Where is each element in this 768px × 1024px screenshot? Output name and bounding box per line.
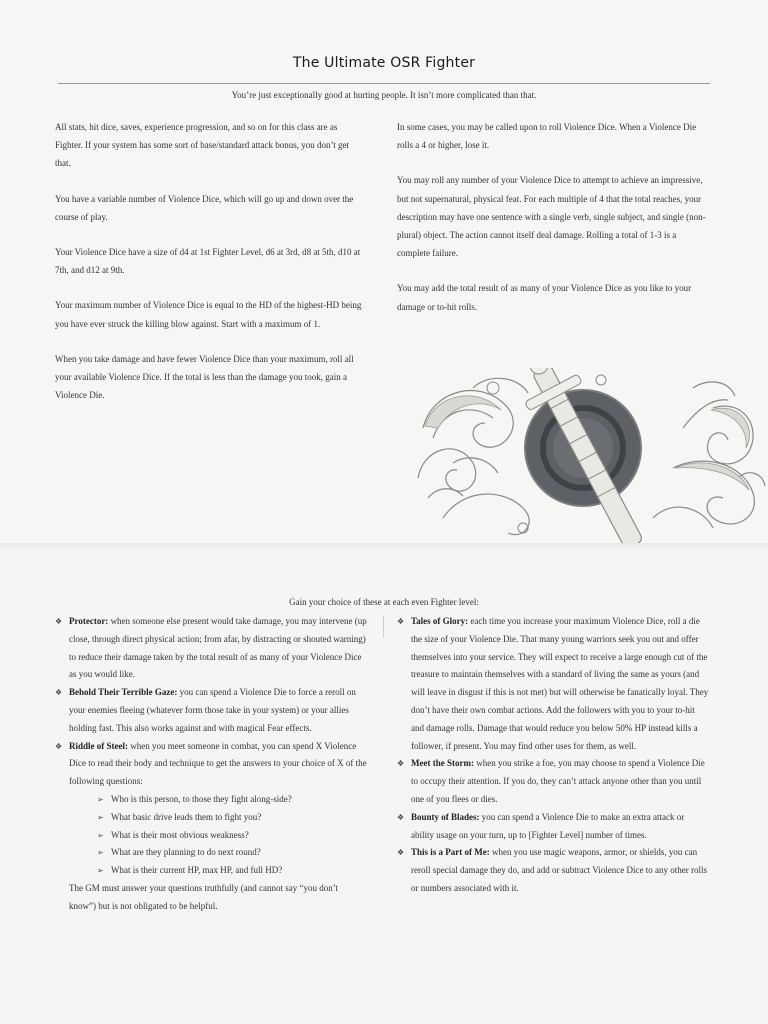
feature-name: Behold Their Terrible Gaze: [69,687,178,698]
feature-text: when you strike a foe, you may choose to spend a Violence Die to occupy their attention. If you do, they can’t attack anyone other than you until one of you flees or dies. [411,758,705,804]
paragraph: Your maximum number of Violence Dice is equal to the HD of the highest-HD being you have ever struck the killing blow against. Start with a maximum of 1. [55,300,362,329]
feature-list-right [397,613,709,898]
list-item [397,755,709,808]
diamond-bullet-icon: ❖ [55,617,63,626]
arrow-bullet-icon: ➢ [97,866,104,876]
arrow-bullet-icon: ➢ [97,848,104,858]
feature-name: Bounty of Blades: [411,811,480,822]
paragraph: In some cases, you may be called upon to roll Violence Dice. When a Violence Die rolls a 4 or higher, lose it. [397,122,697,151]
arrow-bullet-icon: ➢ [97,830,104,840]
question-item: ➢ Who is this person, to those they fight along-side? [97,791,367,809]
list-item [397,809,709,845]
paragraph: When you take damage and have fewer Violence Dice than your maximum, roll all your available Violence Dice. If the total is less than the damage you took, gain a Violence Die. [55,353,354,401]
question-item: ➢ What basic drive leads them to fight you? [97,809,367,827]
diamond-bullet-icon: ❖ [397,617,405,626]
list-item [397,613,709,755]
diamond-bullet-icon: ❖ [55,741,63,751]
feature-name: Tales of Glory: [411,616,469,626]
arrow-bullet-icon: ➢ [97,794,104,804]
document-title: The Ultimate OSR Fighter [292,55,476,71]
paragraph: Your Violence Dice have a size of d4 at 1st Fighter Level, d6 at 3rd, d8 at 5th, d10 at 7th, and d12 at 9th. [55,247,361,276]
diamond-bullet-icon: ❖ [397,848,405,858]
question-list [69,791,367,880]
feature-text: you can spend a Violence Die to make an extra attack or ability usage on your turn, up to [Fighter Level] number of times. [411,811,685,840]
sword-ornament-illustration [413,368,768,544]
list-item [55,684,367,737]
paragraph: You may roll any number of your Violence Dice to attempt to achieve an impressive, but not supernatural, physical feat. For each multiple of 4 that the total reaches, your description may have one sentence with a single verb, single subject, and single (non-plural) object. The action cannot itself deal damage. Rolling a total of 1-3 is a complete failure. [397,175,706,259]
list-item [55,738,367,916]
column-divider [383,616,384,638]
list-item [55,613,367,684]
paragraph: You have a variable number of Violence Dice, which will go up and down over the course of play. [55,193,354,222]
riddle-footer: The GM must answer your questions truthfully (and cannot say “you don’t know”) but is not obligated to be helpful. [69,882,339,911]
feature-name: Riddle of Steel: [69,740,128,751]
question-item: ➢ What are they planning to do next round? [97,844,367,862]
paragraph: All stats, hit dice, saves, experience progression, and so on for this class are as Fighter. If your system has some sort of base/standard attack bonus, you don’t get that. [55,122,350,169]
list-item [397,844,709,897]
feature-name: This is a Part of Me: [411,847,490,858]
feature-text: each time you increase your maximum Violence Dice, roll a die the size of your Violence Die. That many young warriors seek you out and offer themselves into your service. They will expect to receive a large enough cut of the treasure to maintain themselves with a standard of living the same as yours (and will leave in disgust if this is not met) but will otherwise be fanatically loyal. They don’t have their own combat actions. Add the followers with you to your to-hit and damage rolls. Damage that would reduce you below 50% HP instead kills a follower, if present. You may find other uses for them, as well. [411,616,709,751]
question-item: ➢ What is their current HP, max HP, and full HD? [97,862,367,880]
diamond-bullet-icon: ❖ [55,688,63,698]
right-column [397,118,709,333]
feature-list-left [55,613,367,916]
diamond-bullet-icon: ❖ [397,759,405,769]
paragraph: You may add the total result of as many of your Violence Dice as you like to your damage or to-hit rolls. [397,283,692,312]
question-item: ➢ What is their most obvious weakness? [97,827,367,845]
feature-name: Meet the Storm: [411,758,474,769]
diamond-bullet-icon: ❖ [397,812,405,822]
feature-name: Protector: [69,616,109,626]
feature-text: when you use magic weapons, armor, or shields, you can reroll special damage they do, and add or subtract Violence Dice to any other rolls or numbers associated with it. [411,847,707,893]
arrow-bullet-icon: ➢ [97,812,104,822]
feature-text: when you meet someone in combat, you can spend X Violence Dice to read their body and technique to get the answers to your choice of X of the following questions: [69,740,367,787]
document-subtitle: You’re just exceptionally good at hurting people. It isn’t more complicated than that. [231,90,537,100]
feature-text: when someone else present would take damage, you may intervene (up close, through direct physical action; from afar, by distracting or shouted warning) to reduce their damage taken by the total result of as many of your Violence Dice as you would like. [69,616,367,680]
left-column [55,118,365,421]
title-rule [58,83,710,84]
level-intro: Gain your choice of these at each even Fighter level: [289,597,479,607]
feature-text: you can spend a Violence Die to force a reroll on your enemies fleeing (whatever form those take in your system) or your allies holding fast. This also works against and with magical Fear effects. [69,687,356,733]
